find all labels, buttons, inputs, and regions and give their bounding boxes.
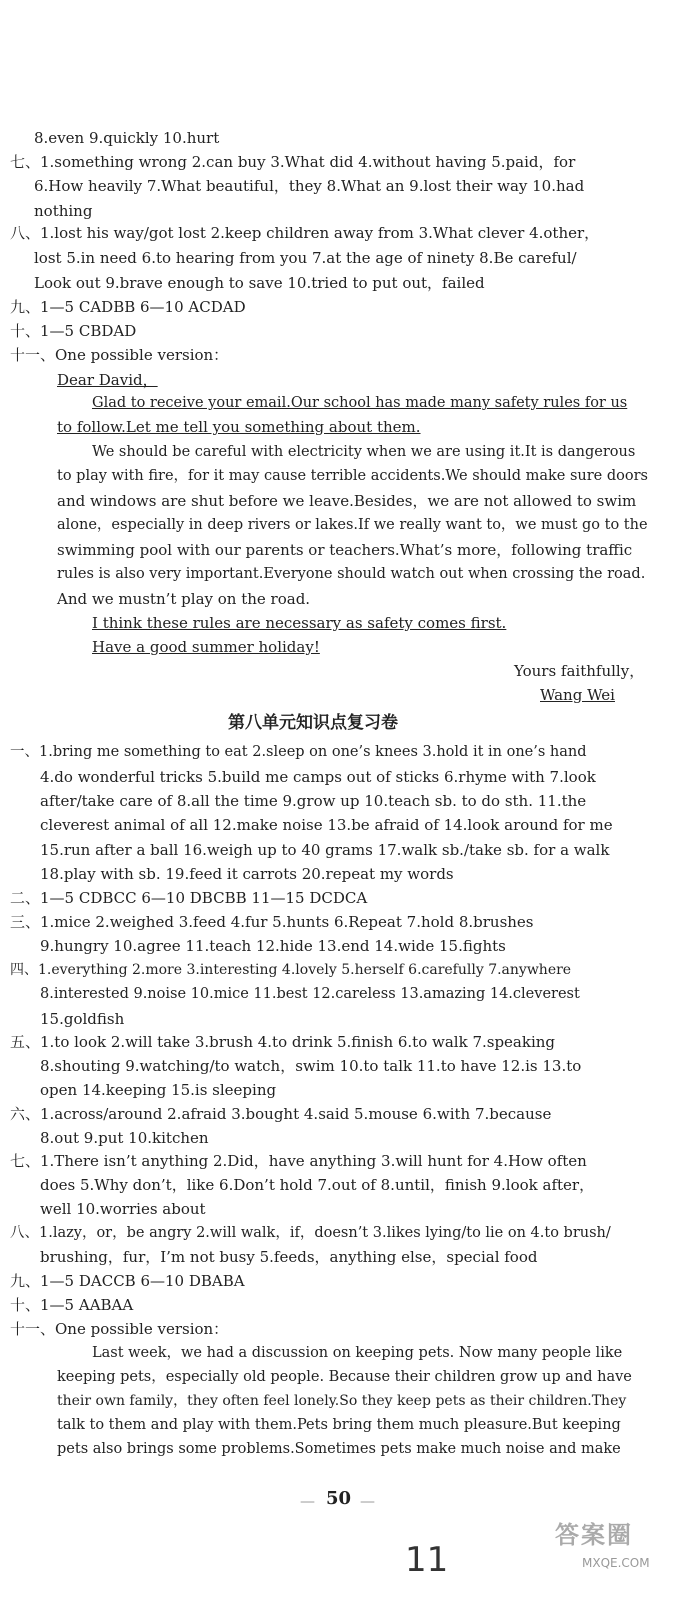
answer-line: after/take care of 8.all the time 9.grow up 10.teach sb. to do sth. 11.the: [40, 792, 587, 810]
answer-line: 三、1.mice 2.weighed 3.feed 4.fur 5.hunts 6.Repeat 7.hold 8.brushes: [10, 913, 534, 931]
letter-body-line: and windows are shut before we leave.Besides，we are not allowed to swim: [57, 492, 637, 510]
answer-line: 四、1.everything 2.more 3.interesting 4.lovely 5.herself 6.carefully 7.anywhere: [10, 962, 572, 978]
answer-line: 十一、One possible version：: [10, 1320, 229, 1338]
letter-ending: I think these rules are necessary as safety comes first.: [92, 614, 507, 632]
answer-line: cleverest animal of all 12.make noise 13.be afraid of 14.look around for me: [40, 816, 613, 834]
answer-line: 十、1—5 AABAA: [10, 1296, 134, 1314]
answer-line: Look out 9.brave enough to save 10.tried to put out，failed: [34, 274, 485, 292]
answer-line: well 10.worries about: [40, 1200, 206, 1218]
answer-line: 8.even 9.quickly 10.hurt: [34, 129, 220, 147]
answer-line: 六、1.across/around 2.afraid 3.bought 4.said 5.mouse 6.with 7.because: [10, 1105, 552, 1123]
letter-intro: Glad to receive your email.Our school has made many safety rules for us: [92, 395, 628, 411]
answer-line: 8.interested 9.noise 10.mice 11.best 12.careless 13.amazing 14.cleverest: [40, 986, 580, 1002]
letter-greeting: Dear David，: [57, 371, 158, 389]
answer-line: 五、1.to look 2.will take 3.brush 4.to drink 5.finish 6.to walk 7.speaking: [10, 1033, 556, 1051]
answer-line: nothing: [34, 202, 93, 220]
essay-line: keeping pets，especially old people. Because their children grow up and have: [57, 1369, 632, 1385]
letter-body-line: We should be careful with electricity when we are using it.It is dangerous: [92, 444, 636, 460]
answer-line: 18.play with sb. 19.feed it carrots 20.repeat my words: [40, 865, 454, 883]
answer-line: 八、1.lazy，or，be angry 2.will walk，if，doesn’t 3.likes lying/to lie on 4.to brush/: [10, 1225, 611, 1241]
letter-body-line: rules is also very important.Everyone should watch out when crossing the road.: [57, 566, 646, 582]
watermark-url: MXQE.COM: [582, 1556, 650, 1570]
letter-ending: Have a good summer holiday!: [92, 638, 320, 656]
answer-line: 15.goldfish: [40, 1010, 125, 1028]
watermark-logo: 答案圈: [555, 1521, 633, 1549]
letter-signature: Wang Wei: [540, 686, 615, 704]
letter-body-line: to play with fire，for it may cause terrible accidents.We should make sure doors: [57, 468, 648, 484]
section-title: 第八单元知识点复习卷: [228, 713, 398, 733]
answer-line: 七、1.something wrong 2.can buy 3.What did 4.without having 5.paid，for: [10, 153, 576, 171]
letter-body-line: swimming pool with our parents or teachers.What’s more，following traffic: [57, 541, 633, 559]
page-number: 50: [326, 1488, 352, 1509]
answer-line: 15.run after a ball 16.weigh up to 40 grams 17.walk sb./take sb. for a walk: [40, 841, 610, 859]
letter-body-line: And we mustn’t play on the road.: [57, 590, 311, 608]
answer-line: 4.do wonderful tricks 5.build me camps out of sticks 6.rhyme with 7.look: [40, 768, 596, 786]
answer-line: 十、1—5 CBDAD: [10, 322, 137, 340]
answer-line: open 14.keeping 15.is sleeping: [40, 1081, 277, 1099]
essay-line: talk to them and play with them.Pets bring them much pleasure.But keeping: [57, 1417, 621, 1433]
page-number-dash-left: —: [300, 1492, 315, 1510]
answer-line: 一、1.bring me something to eat 2.sleep on one’s knees 3.hold it in one’s hand: [10, 744, 587, 760]
answer-line: 8.shouting 9.watching/to watch，swim 10.to talk 11.to have 12.is 13.to: [40, 1057, 582, 1075]
letter-body-line: alone，especially in deep rivers or lakes.If we really want to，we must go to the: [57, 517, 648, 533]
essay-line: their own family，they often feel lonely.So they keep pets as their children.They: [57, 1393, 627, 1409]
essay-line: pets also brings some problems.Sometimes pets make much noise and make: [57, 1441, 621, 1457]
page-number-dash-right: —: [360, 1492, 375, 1510]
answer-line: 九、1—5 DACCB 6—10 DBABA: [10, 1272, 245, 1290]
answer-line: brushing，fur，I’m not busy 5.feeds，anything else，special food: [40, 1248, 538, 1266]
handwritten-mark: 11: [405, 1540, 449, 1580]
answer-line: lost 5.in need 6.to hearing from you 7.at the age of ninety 8.Be careful/: [34, 249, 577, 267]
answer-line: does 5.Why don’t，like 6.Don’t hold 7.out of 8.until，finish 9.look after，: [40, 1176, 595, 1194]
answer-line: 8.out 9.put 10.kitchen: [40, 1129, 209, 1147]
letter-closing: Yours faithfully，: [514, 662, 645, 680]
answer-line: 八、1.lost his way/got lost 2.keep children away from 3.What clever 4.other，: [10, 224, 600, 242]
answer-line: 九、1—5 CADBB 6—10 ACDAD: [10, 298, 246, 316]
answer-line: 6.How heavily 7.What beautiful，they 8.What an 9.lost their way 10.had: [34, 177, 585, 195]
answer-line: 十一、One possible version：: [10, 346, 229, 364]
answer-line: 七、1.There isn’t anything 2.Did，have anything 3.will hunt for 4.How often: [10, 1152, 587, 1170]
answer-line: 二、1—5 CDBCC 6—10 DBCBB 11—15 DCDCA: [10, 889, 368, 907]
essay-line: Last week，we had a discussion on keeping pets. Now many people like: [92, 1345, 623, 1361]
answer-line: 9.hungry 10.agree 11.teach 12.hide 13.end 14.wide 15.fights: [40, 937, 506, 955]
letter-intro: to follow.Let me tell you something about them.: [57, 418, 421, 436]
